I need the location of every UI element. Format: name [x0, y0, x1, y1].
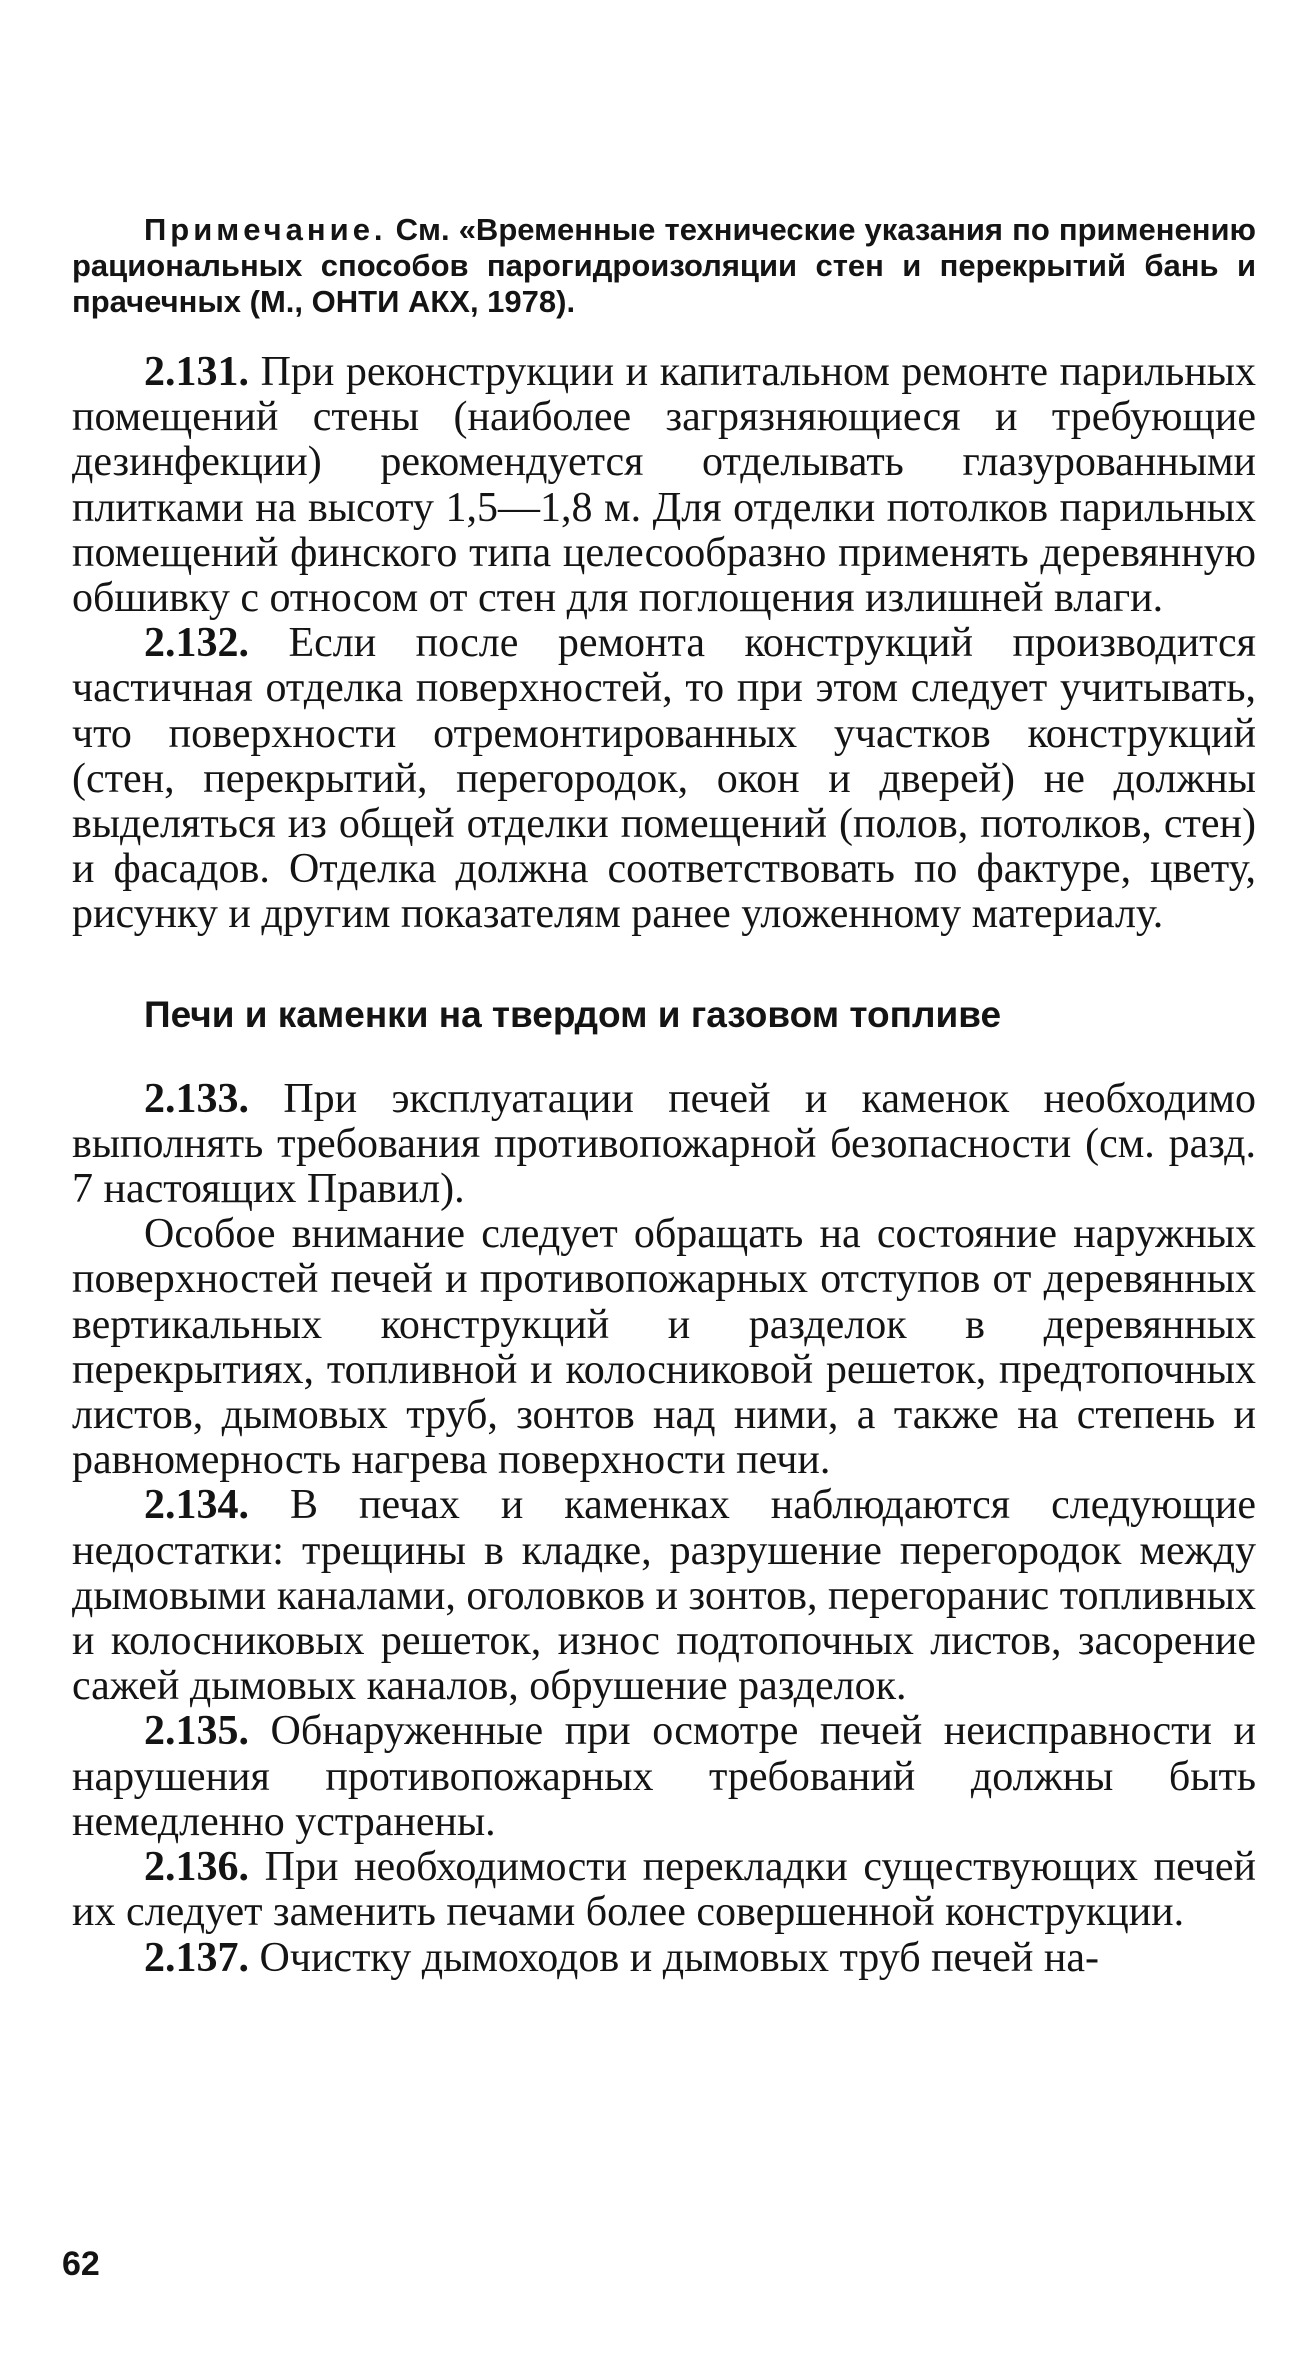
paragraph-text: Обнаруженные при осмотре печей неисправности и нарушения противопожарных требований должны быть немедленно устранены.	[72, 1708, 1256, 1845]
paragraph-number: 2.135.	[144, 1708, 249, 1755]
paragraph-2-132	[72, 621, 1256, 937]
paragraph-2-136	[72, 1845, 1256, 1935]
paragraph-number: 2.134.	[144, 1482, 249, 1529]
paragraph-text: В печах и каменках наблюдаются следующие недостатки: трещины в кладке, разрушение перегородок между дымовыми каналами, оголовков и зонтов, перегоранис топливных и колосниковых решеток, износ подтопочных листов, засорение сажей дымовых каналов, обрушение разделок.	[72, 1482, 1256, 1710]
paragraph-2-135	[72, 1709, 1256, 1845]
paragraph-2-137	[72, 1936, 1256, 1981]
paragraph-number: 2.137.	[144, 1934, 249, 1981]
footnote-remark	[72, 212, 1256, 320]
paragraph-text: Очистку дымоходов и дымовых труб печей на-	[249, 1934, 1099, 1981]
paragraph-special-attention	[72, 1212, 1256, 1483]
paragraph-text: При реконструкции и капитальном ремонте парильных помещений стены (наиболее загрязняющиеся и требующие дезинфекции) рекомендуется отделывать глазурованными плитками на высоту 1,5—1,8 м. Для отделки потолков парильных помещений финского типа целесообразно применять деревянную обшивку с относом от стен для поглощения излишней влаги.	[72, 349, 1256, 622]
remark-label: Примечание.	[144, 212, 387, 247]
paragraph-2-134	[72, 1483, 1256, 1709]
paragraph-text: Если после ремонта конструкций производится частичная отделка поверхностей, то при этом следует учитывать, что поверхности отремонтированных участков конструкций (стен, перекрытий, перегородок, окон и дверей) не должны выделяться из общей отделки помещений (полов, потолков, стен) и фасадов. Отделка должна соответствовать по фактуре, цвету, рисунку и другим показателям ранее уложенному материалу.	[72, 620, 1256, 938]
paragraph-text: При эксплуатации печей и каменок необходимо выполнять требования противопожарной безопасности (см. разд. 7 настоящих Правил).	[72, 1075, 1256, 1213]
page-number: 62	[62, 2245, 100, 2283]
paragraph-number: 2.132.	[144, 620, 249, 667]
paragraph-text: Особое внимание следует обращать на состояние наружных поверхностей печей и противопожарных отступов от деревянных вертикальных конструкций и разделок в деревянных перекрытиях, топливной и колосниковой решеток, предтопочных листов, дымовых труб, зонтов над ними, а также на степень и равномерность нагрева поверхности печи.	[72, 1211, 1256, 1484]
remark-text: См. «Временные технические указания по применению рациональных способов парогидроизоляции стен и перекрытий бань и прачечных (М., ОНТИ АКХ, 1978).	[72, 212, 1256, 319]
paragraph-number: 2.136.	[144, 1844, 249, 1891]
paragraph-number: 2.133.	[144, 1075, 249, 1122]
paragraph-number: 2.131.	[144, 349, 249, 395]
paragraph-text: При необходимости перекладки существующих печей их следует заменить печами более совершенной конструкции.	[72, 1844, 1256, 1936]
page-content	[72, 212, 1256, 1981]
section-heading: Печи и каменки на твердом и газовом топливе	[144, 993, 1002, 1035]
paragraph-2-133	[72, 1077, 1256, 1213]
paragraph-2-131	[72, 350, 1256, 621]
